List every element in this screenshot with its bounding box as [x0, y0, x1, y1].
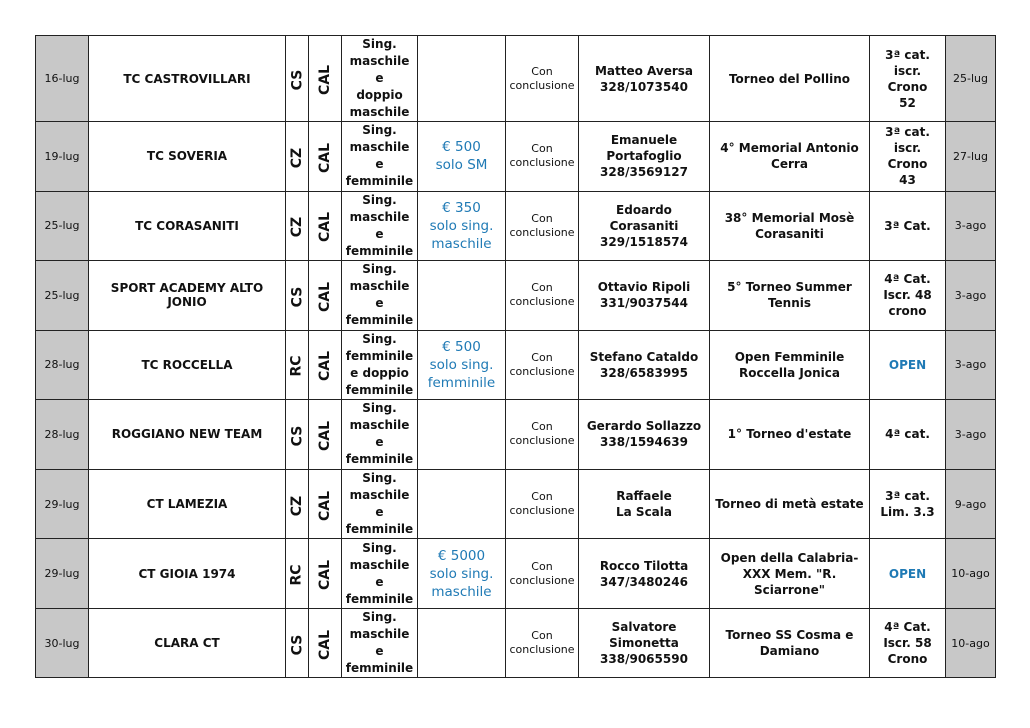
text-line: Iscr. 58: [883, 636, 932, 651]
text-line: Sing.: [362, 540, 397, 555]
text-line: 328/1073540: [600, 79, 688, 94]
text-line: 328/3569127: [600, 165, 688, 180]
province-cell: [286, 261, 309, 331]
event-type-cell: [342, 261, 418, 331]
table-row: [36, 36, 996, 122]
end-date-cell: 27-lug: [946, 122, 996, 192]
start-date-cell: 29-lug: [36, 469, 89, 539]
prize-money-cell: [418, 330, 506, 400]
start-date-cell: 29-lug: [36, 539, 89, 609]
text-line: 331/9037544: [600, 296, 688, 311]
text-line: OPEN: [888, 566, 927, 581]
text-line: Con: [531, 64, 553, 78]
tournament-name-cell: [710, 539, 870, 609]
text-line: maschile e: [349, 557, 410, 589]
text-line: Portafoglio: [606, 149, 682, 164]
text-line: € 350: [442, 199, 481, 216]
conclusion-cell: [506, 400, 579, 470]
category-cell: [870, 608, 946, 678]
conclusion-cell: [506, 469, 579, 539]
region-cell: [309, 261, 342, 331]
text-line: Roccella Jonica: [739, 365, 840, 380]
text-line: 347/3480246: [600, 574, 688, 589]
event-type-cell: [342, 539, 418, 609]
event-type-cell: [342, 400, 418, 470]
text-line: 43: [899, 173, 916, 188]
end-date-cell: 3-ago: [946, 261, 996, 331]
region-cell: [309, 191, 342, 261]
conclusion-cell: [506, 261, 579, 331]
text-line: conclusione: [509, 504, 575, 517]
end-date-cell: 25-lug: [946, 36, 996, 122]
province-label: RC: [289, 564, 305, 586]
text-line: Torneo di metà estate: [715, 497, 864, 511]
conclusion-cell: [506, 191, 579, 261]
region-label: CAL: [317, 351, 333, 382]
start-date-cell: 19-lug: [36, 122, 89, 192]
province-label: CS: [289, 69, 305, 91]
text-line: Damiano: [759, 644, 820, 659]
conclusion-cell: [506, 608, 579, 678]
text-line: Lim. 3.3: [880, 505, 935, 519]
province-label: CS: [289, 634, 305, 655]
text-line: conclusione: [509, 225, 575, 239]
text-line: Con: [531, 211, 553, 225]
text-line: femminile: [345, 522, 414, 536]
text-line: solo SM: [435, 157, 488, 174]
text-line: femminile: [345, 382, 414, 397]
table-row: [36, 539, 996, 609]
text-line: € 500: [442, 139, 481, 156]
contact-cell: [579, 36, 710, 122]
province-cell: [286, 330, 309, 400]
text-line: femminile: [345, 452, 414, 467]
text-line: Sing.: [362, 262, 397, 277]
region-cell: [309, 330, 342, 400]
text-line: conclusione: [509, 364, 575, 378]
region-cell: [309, 400, 342, 470]
text-line: Con: [531, 629, 553, 643]
text-line: femminile: [345, 348, 414, 363]
category-cell: [870, 330, 946, 400]
end-date-cell: 3-ago: [946, 400, 996, 470]
prize-money-cell: [418, 191, 506, 261]
text-line: Cerra: [771, 157, 808, 172]
text-line: maschile: [431, 583, 492, 600]
text-line: Con: [531, 142, 553, 156]
text-line: femminile: [345, 313, 414, 328]
text-line: Torneo del Pollino: [728, 71, 851, 86]
start-date-cell: 28-lug: [36, 330, 89, 400]
text-line: Rocco Tilotta: [599, 558, 689, 573]
conclusion-cell: [506, 330, 579, 400]
start-date-cell: 28-lug: [36, 400, 89, 470]
text-line: Open Femminile: [734, 349, 845, 364]
event-type-cell: [342, 191, 418, 261]
text-line: XXX Mem. "R. Sciarrone": [742, 566, 837, 597]
text-line: Stefano Cataldo: [589, 349, 699, 364]
text-line: femminile: [345, 243, 414, 258]
category-cell: [870, 191, 946, 261]
text-line: Sing.: [362, 401, 397, 416]
text-line: 5° Torneo Summer Tennis: [727, 280, 852, 311]
text-line: Ottavio Ripoli: [597, 280, 691, 295]
end-date-cell: 10-ago: [946, 608, 996, 678]
province-cell: [286, 36, 309, 122]
text-line: Con: [531, 350, 553, 364]
club-name-cell: CT GIOIA 1974: [89, 539, 286, 609]
province-cell: [286, 608, 309, 678]
text-line: solo sing.: [429, 565, 494, 582]
text-line: solo sing.: [429, 217, 494, 234]
contact-cell: [579, 122, 710, 192]
table-row: [36, 608, 996, 678]
region-cell: [309, 608, 342, 678]
prize-money-cell: [418, 469, 506, 539]
text-line: 3ª cat.: [885, 47, 930, 62]
province-label: CZ: [289, 495, 305, 516]
end-date-cell: 9-ago: [946, 469, 996, 539]
start-date-cell: 16-lug: [36, 36, 89, 122]
contact-cell: [579, 261, 710, 331]
text-line: Torneo SS Cosma e: [725, 628, 854, 643]
text-line: femminile: [345, 591, 414, 606]
table-body: [36, 36, 996, 678]
prize-money-cell: [418, 261, 506, 331]
text-line: Open della Calabria-: [720, 550, 859, 565]
text-line: Con: [531, 281, 553, 295]
table-row: [36, 330, 996, 400]
table-row: [36, 261, 996, 331]
text-line: Sing.: [362, 610, 397, 625]
prize-money-cell: [418, 400, 506, 470]
text-line: Gerardo Sollazzo: [586, 419, 702, 434]
province-label: CZ: [289, 217, 305, 238]
table-row: [36, 400, 996, 470]
region-cell: [309, 36, 342, 122]
text-line: Sing.: [362, 192, 397, 207]
tournament-name-cell: [710, 191, 870, 261]
text-line: Salvatore Simonetta: [609, 620, 679, 651]
text-line: conclusione: [509, 434, 575, 448]
club-name-cell: CLARA CT: [89, 608, 286, 678]
text-line: Con: [531, 559, 553, 573]
tournament-table: [35, 35, 996, 678]
start-date-cell: 25-lug: [36, 261, 89, 331]
tournament-name-cell: [710, 469, 870, 539]
tournament-name-cell: [710, 36, 870, 122]
club-name-cell: TC CASTROVILLARI: [89, 36, 286, 122]
region-label: CAL: [317, 281, 333, 312]
province-label: CS: [289, 425, 305, 447]
text-line: € 5000: [437, 547, 486, 564]
text-line: conclusione: [509, 156, 575, 170]
text-line: Iscr. 48: [883, 288, 932, 303]
start-date-cell: 25-lug: [36, 191, 89, 261]
conclusion-cell: [506, 539, 579, 609]
end-date-cell: 10-ago: [946, 539, 996, 609]
text-line: 329/1518574: [600, 234, 688, 249]
text-line: € 500: [442, 338, 481, 355]
text-line: Crono: [887, 652, 928, 667]
text-line: conclusione: [509, 643, 575, 657]
region-label: CAL: [317, 560, 333, 591]
text-line: Con: [531, 490, 553, 503]
text-line: Matteo Aversa: [594, 63, 694, 78]
event-type-cell: [342, 608, 418, 678]
text-line: 4° Memorial Antonio: [720, 141, 859, 156]
text-line: crono: [888, 304, 927, 319]
text-line: iscr. Crono: [887, 63, 928, 94]
tournament-name-cell: [710, 330, 870, 400]
region-cell: [309, 122, 342, 192]
region-label: CAL: [317, 420, 333, 451]
event-type-cell: [342, 469, 418, 539]
text-line: Corasaniti: [755, 226, 824, 241]
event-type-cell: [342, 122, 418, 192]
category-cell: [870, 261, 946, 331]
text-line: doppio: [356, 88, 403, 102]
text-line: 338/1594639: [600, 435, 688, 450]
conclusion-cell: [506, 122, 579, 192]
contact-cell: [579, 400, 710, 470]
text-line: 4ª Cat.: [884, 272, 931, 287]
club-name-cell: SPORT ACADEMY ALTO JONIO: [89, 261, 286, 331]
province-cell: [286, 191, 309, 261]
text-line: 3ª Cat.: [884, 218, 931, 233]
text-line: Edoardo Corasaniti: [609, 202, 679, 233]
end-date-cell: 3-ago: [946, 330, 996, 400]
category-cell: [870, 469, 946, 539]
table-row: [36, 122, 996, 192]
text-line: 4ª cat.: [885, 427, 930, 442]
region-cell: [309, 539, 342, 609]
text-line: femminile: [427, 374, 496, 391]
text-line: La Scala: [616, 505, 672, 519]
text-line: Raffaele: [616, 489, 672, 503]
club-name-cell: CT LAMEZIA: [89, 469, 286, 539]
province-cell: [286, 469, 309, 539]
text-line: 3ª cat.: [885, 489, 930, 503]
text-line: femminile: [345, 174, 414, 189]
text-line: OPEN: [888, 357, 927, 372]
province-cell: [286, 539, 309, 609]
text-line: 328/6583995: [600, 365, 688, 380]
province-label: CS: [289, 286, 305, 308]
text-line: femminile: [345, 661, 414, 676]
province-cell: [286, 122, 309, 192]
prize-money-cell: [418, 36, 506, 122]
text-line: maschile e: [349, 209, 410, 241]
club-name-cell: TC SOVERIA: [89, 122, 286, 192]
contact-cell: [579, 330, 710, 400]
club-name-cell: TC CORASANITI: [89, 191, 286, 261]
contact-cell: [579, 608, 710, 678]
contact-cell: [579, 191, 710, 261]
text-line: 1° Torneo d'estate: [727, 427, 852, 442]
text-line: Sing.: [362, 37, 397, 51]
text-line: conclusione: [509, 295, 575, 309]
text-line: e doppio: [350, 365, 409, 380]
region-label: CAL: [317, 629, 333, 660]
contact-cell: [579, 539, 710, 609]
region-label: CAL: [317, 142, 333, 173]
text-line: maschile e: [349, 627, 410, 659]
text-line: Emanuele: [610, 133, 678, 148]
prize-money-cell: [418, 539, 506, 609]
category-cell: [870, 36, 946, 122]
event-type-cell: [342, 36, 418, 122]
category-cell: [870, 400, 946, 470]
region-label: CAL: [317, 490, 333, 521]
contact-cell: [579, 469, 710, 539]
club-name-cell: ROGGIANO NEW TEAM: [89, 400, 286, 470]
start-date-cell: 30-lug: [36, 608, 89, 678]
text-line: 4ª Cat.: [884, 620, 931, 635]
text-line: 338/9065590: [600, 652, 688, 667]
text-line: 38° Memorial Mosè: [724, 210, 855, 225]
tournament-name-cell: [710, 122, 870, 192]
region-label: CAL: [317, 64, 333, 96]
province-cell: [286, 400, 309, 470]
text-line: maschile e: [349, 54, 410, 85]
text-line: conclusione: [509, 573, 575, 587]
text-line: Sing.: [362, 471, 397, 485]
text-line: conclusione: [509, 78, 575, 92]
province-label: RC: [289, 355, 305, 377]
text-line: 52: [899, 95, 916, 110]
text-line: Con: [531, 420, 553, 434]
text-line: maschile e: [349, 418, 410, 450]
text-line: Sing.: [362, 123, 397, 138]
prize-money-cell: [418, 608, 506, 678]
province-label: CZ: [289, 147, 305, 168]
text-line: maschile: [431, 235, 492, 252]
club-name-cell: TC ROCCELLA: [89, 330, 286, 400]
table-row: [36, 469, 996, 539]
text-line: maschile: [349, 105, 410, 119]
tournament-name-cell: [710, 400, 870, 470]
category-cell: [870, 539, 946, 609]
text-line: 3ª cat.: [885, 125, 930, 140]
conclusion-cell: [506, 36, 579, 122]
text-line: Sing.: [362, 331, 397, 346]
prize-money-cell: [418, 122, 506, 192]
text-line: iscr. Crono: [887, 141, 928, 172]
tournament-name-cell: [710, 608, 870, 678]
table-row: [36, 191, 996, 261]
category-cell: [870, 122, 946, 192]
tournament-name-cell: [710, 261, 870, 331]
text-line: maschile e: [349, 488, 410, 519]
region-label: CAL: [317, 212, 333, 243]
text-line: solo sing.: [429, 356, 494, 373]
text-line: maschile e: [349, 279, 410, 311]
end-date-cell: 3-ago: [946, 191, 996, 261]
region-cell: [309, 469, 342, 539]
event-type-cell: [342, 330, 418, 400]
text-line: maschile e: [349, 140, 410, 172]
